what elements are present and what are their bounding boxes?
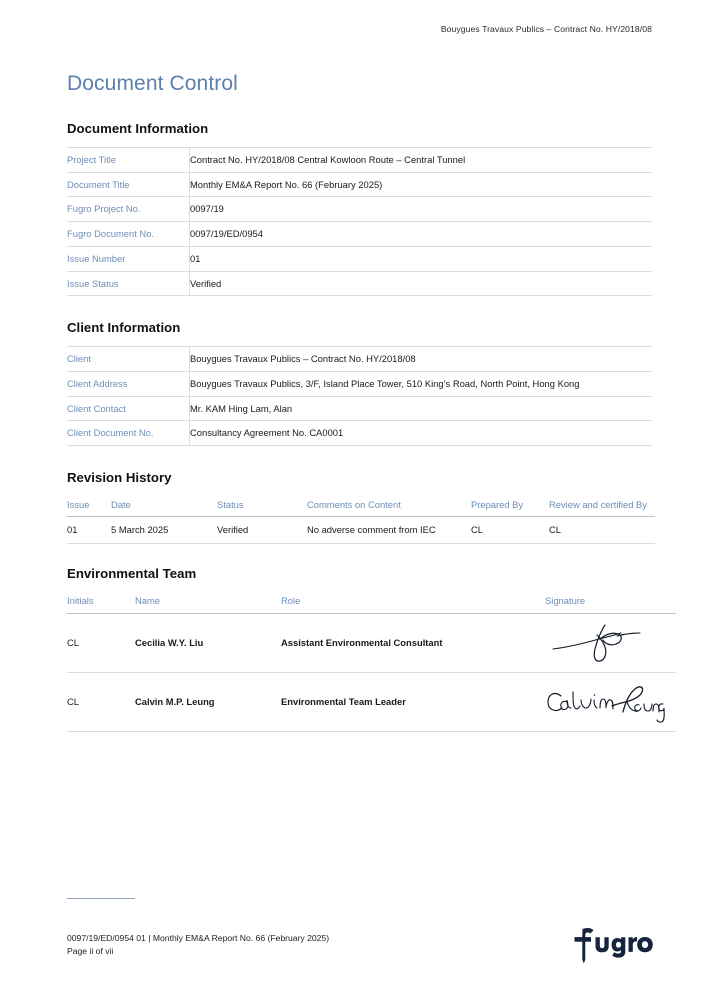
cell-signature <box>545 672 676 731</box>
table-row <box>67 347 652 372</box>
revision-history-table <box>67 496 655 544</box>
table-row <box>67 396 652 421</box>
footer-document-reference: 0097/19/ED/0954 01 | Monthly EM&A Report No. 66 (February 2025) <box>67 933 330 943</box>
field-value: Contract No. HY/2018/08 Central Kowloon Route – Central Tunnel <box>190 148 653 173</box>
column-header-signature: Signature <box>545 592 676 613</box>
column-header-name: Name <box>135 592 281 613</box>
page-content <box>67 72 652 756</box>
client-information-table <box>67 346 652 446</box>
column-header-status: Status <box>217 496 307 517</box>
signature-calvin-leung-icon <box>545 682 670 722</box>
page-title: Document Control <box>67 72 238 95</box>
column-header-initials: Initials <box>67 592 135 613</box>
cell-role: Environmental Team Leader <box>281 672 545 731</box>
column-header-date: Date <box>111 496 217 517</box>
table-row <box>67 197 652 222</box>
fugro-logo <box>568 925 654 965</box>
field-value: Verified <box>190 271 653 296</box>
field-label: Fugro Project No. <box>67 197 190 222</box>
section-client-information <box>67 320 652 446</box>
table-row <box>67 613 676 672</box>
cell-name: Cecilia W.Y. Liu <box>135 613 281 672</box>
cell-reviewed-by: CL <box>549 517 655 544</box>
running-header: Bouygues Travaux Publics – Contract No. HY/2018/08 <box>440 24 652 34</box>
section-heading-document-information: Document Information <box>67 121 209 137</box>
section-document-information <box>67 121 652 296</box>
cell-issue: 01 <box>67 517 111 544</box>
cell-name: Calvin M.P. Leung <box>135 672 281 731</box>
field-value: Monthly EM&A Report No. 66 (February 2025) <box>190 172 653 197</box>
section-revision-history <box>67 470 652 544</box>
field-value: 0097/19/ED/0954 <box>190 222 653 247</box>
cell-initials: CL <box>67 613 135 672</box>
table-row <box>67 148 652 173</box>
signature-cecilia-liu-icon <box>545 623 670 663</box>
column-header-comments: Comments on Content <box>307 496 471 517</box>
footer-page-number: Page ii of vii <box>67 946 114 957</box>
table-row <box>67 271 652 296</box>
field-value: 01 <box>190 246 653 271</box>
table-header-row <box>67 592 676 613</box>
footer-divider <box>67 898 135 899</box>
cell-role: Assistant Environmental Consultant <box>281 613 545 672</box>
table-row <box>67 222 652 247</box>
field-label: Issue Number <box>67 246 190 271</box>
environmental-team-table <box>67 592 676 731</box>
field-label: Client <box>67 347 190 372</box>
table-row <box>67 246 652 271</box>
table-row <box>67 517 655 544</box>
table-row <box>67 172 652 197</box>
footer-text <box>67 932 329 959</box>
table-header-row <box>67 496 655 517</box>
field-label: Client Address <box>67 371 190 396</box>
cell-signature <box>545 613 676 672</box>
field-value: Consultancy Agreement No. CA0001 <box>190 421 653 446</box>
field-label: Client Contact <box>67 396 190 421</box>
field-label: Document Title <box>67 172 190 197</box>
column-header-prepared-by: Prepared By <box>471 496 549 517</box>
field-label: Issue Status <box>67 271 190 296</box>
field-value: 0097/19 <box>190 197 653 222</box>
field-label: Client Document No. <box>67 421 190 446</box>
field-value: Mr. KAM Hing Lam, Alan <box>190 396 653 421</box>
cell-comments: No adverse comment from IEC <box>307 517 471 544</box>
field-value: Bouygues Travaux Publics, 3/F, Island Place Tower, 510 King’s Road, North Point, Hong Kong <box>190 371 653 396</box>
column-header-reviewed-by: Review and certified By <box>549 496 655 517</box>
column-header-role: Role <box>281 592 545 613</box>
section-environmental-team <box>67 566 652 731</box>
cell-initials: CL <box>67 672 135 731</box>
field-label: Project Title <box>67 148 190 173</box>
section-heading-revision-history: Revision History <box>67 469 172 485</box>
column-header-issue: Issue <box>67 496 111 517</box>
cell-date: 5 March 2025 <box>111 517 217 544</box>
section-heading-environmental-team: Environmental Team <box>67 566 197 582</box>
cell-prepared-by: CL <box>471 517 549 544</box>
field-label: Fugro Document No. <box>67 222 190 247</box>
field-value: Bouygues Travaux Publics – Contract No. HY/2018/08 <box>190 347 653 372</box>
cell-status: Verified <box>217 517 307 544</box>
document-information-table <box>67 147 652 296</box>
table-row <box>67 371 652 396</box>
table-row <box>67 672 676 731</box>
section-heading-client-information: Client Information <box>67 320 181 336</box>
table-row <box>67 421 652 446</box>
